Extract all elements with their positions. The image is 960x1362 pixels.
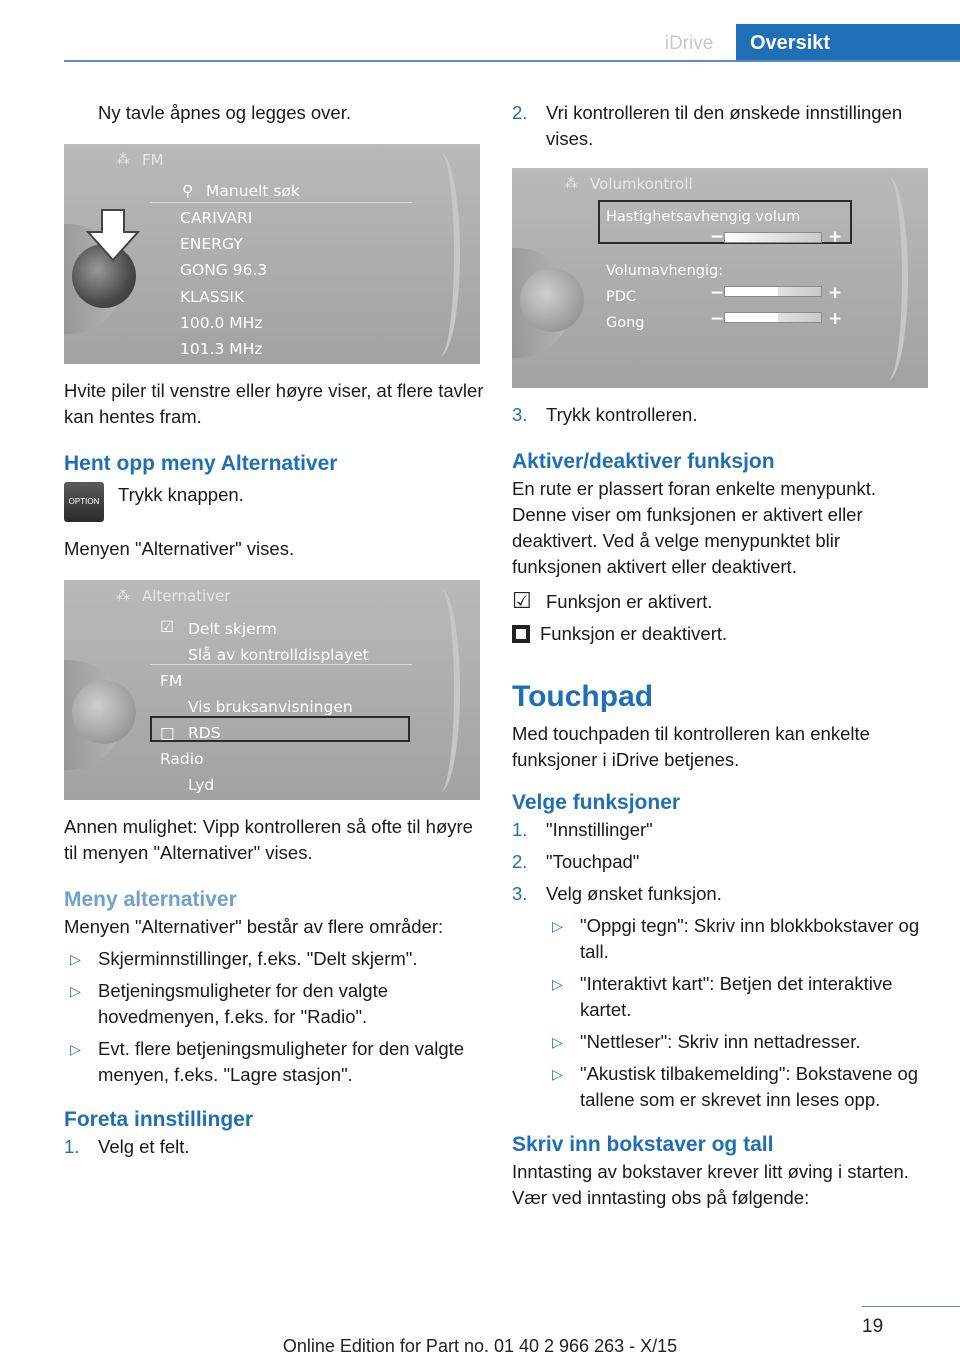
antenna-icon: ⁂ bbox=[116, 152, 130, 168]
volume-selected-label: Hastighetsavhengig volum bbox=[606, 209, 801, 225]
inactive-row bbox=[512, 621, 932, 647]
check-icon: ☑ bbox=[160, 618, 174, 636]
search-icon: ⚲ bbox=[182, 182, 194, 200]
controller-knob-icon bbox=[72, 680, 136, 744]
triangle-bullet-icon: ▷ bbox=[552, 1066, 563, 1082]
volume-screen-image bbox=[512, 168, 928, 388]
settings-steps-cont bbox=[512, 402, 932, 428]
right-column bbox=[512, 100, 932, 1211]
menu-consists-text: Menyen "Alternativer" består av flere områder: bbox=[64, 916, 444, 937]
screen-arc bbox=[420, 152, 460, 356]
fm-item: KLASSIK bbox=[180, 288, 245, 306]
heading-letters: Skriv inn bokstaver og tall bbox=[512, 1133, 774, 1156]
slider-fill bbox=[725, 233, 730, 242]
empty-box-icon bbox=[512, 625, 530, 643]
active-text: Funksjon er aktivert. bbox=[546, 591, 713, 612]
checkbox-icon: □ bbox=[160, 724, 175, 742]
minus-icon: − bbox=[710, 309, 725, 329]
alt-section: Radio bbox=[160, 750, 204, 768]
inactive-text: Funksjon er deaktivert. bbox=[540, 623, 728, 644]
footer-text: Online Edition for Part no. 01 40 2 966 263 - X/15 bbox=[282, 1336, 678, 1356]
gong-slider bbox=[724, 312, 822, 323]
footer-rule bbox=[862, 1306, 960, 1307]
page-number: 19 bbox=[862, 1316, 884, 1337]
other-option-text: Annen mulighet: Vipp kontrolleren så ofte til høyre til menyen "Alternativer" vises. bbox=[64, 816, 473, 863]
triangle-bullet-icon: ▷ bbox=[552, 918, 563, 934]
list-item: ▷ "Akustisk tilbakemelding": Bokstavene og tallene som er skrevet inn leses opp. bbox=[552, 1063, 919, 1110]
header-rule bbox=[64, 60, 960, 62]
volume-slider bbox=[724, 232, 822, 243]
antenna-icon: ⁂ bbox=[564, 176, 578, 192]
settings-steps-cont bbox=[512, 100, 932, 152]
pdc-label: PDC bbox=[606, 289, 637, 305]
plus-icon: + bbox=[828, 283, 843, 303]
heading-settings: Foreta innstillinger bbox=[64, 1108, 254, 1131]
checkmark-box-icon: ☑ bbox=[512, 588, 532, 613]
slider-fill bbox=[725, 313, 778, 322]
option-button-icon: OPTION bbox=[64, 482, 104, 522]
heading-select: Velge funksjoner bbox=[512, 791, 681, 814]
letters-text: Inntasting av bokstaver krever litt øving i starten. Vær ved inntasting obs på følgende: bbox=[512, 1161, 909, 1208]
screen-arc bbox=[868, 176, 908, 380]
header-tab-idrive: iDrive bbox=[664, 33, 714, 54]
divider bbox=[150, 202, 412, 203]
arrows-text: Hvite piler til venstre eller høyre viser, at flere tavler kan hentes fram. bbox=[64, 380, 484, 427]
touchpad-text: Med touchpaden til kontrolleren kan enkelte funksjoner i iDrive betjenes. bbox=[512, 723, 870, 770]
press-button-text: Trykk knappen. bbox=[118, 484, 244, 505]
list-item: ▷ Skjerminnstillinger, f.eks. "Delt skjerm". bbox=[64, 946, 484, 972]
toggle-text: En rute er plassert foran enkelte menypunkt. Denne viser om funksjonen er aktivert eller deaktivert. Ved å velge menypunktet blir funksjonen aktivert eller deaktivert. bbox=[512, 478, 877, 577]
fm-item: CARIVARI bbox=[180, 209, 253, 227]
list-item: 3. Trykk kontrolleren. bbox=[512, 404, 698, 425]
volume-screen-title: Volumkontroll bbox=[590, 175, 693, 193]
triangle-bullet-icon: ▷ bbox=[70, 1041, 81, 1057]
triangle-bullet-icon: ▷ bbox=[552, 976, 563, 992]
fm-item: ENERGY bbox=[180, 235, 243, 253]
arrow-down-icon bbox=[84, 208, 142, 264]
list-item: 2. "Touchpad" bbox=[512, 851, 640, 872]
heading-menu-alt: Meny alternativer bbox=[64, 888, 237, 911]
list-item: 1. Velg et felt. bbox=[64, 1136, 190, 1157]
alt-item: Vis bruksanvisningen bbox=[188, 698, 353, 716]
list-item: 2. Vri kontrolleren til den ønskede innstillingen vises. bbox=[512, 102, 903, 149]
fm-item: 100.0 MHz bbox=[180, 314, 263, 332]
select-steps bbox=[512, 817, 932, 907]
plus-icon: + bbox=[828, 227, 843, 247]
gong-label: Gong bbox=[606, 315, 645, 331]
pdc-slider bbox=[724, 286, 822, 297]
active-row bbox=[512, 588, 932, 615]
menu-shown-text: Menyen "Alternativer" vises. bbox=[64, 538, 295, 559]
fm-item: 101.3 MHz bbox=[180, 340, 263, 358]
alt-item: Lyd bbox=[188, 776, 215, 794]
settings-steps bbox=[64, 1134, 484, 1160]
list-item: ▷ "Oppgi tegn": Skriv inn blokkbokstaver og tall. bbox=[552, 915, 920, 962]
alt-screen-image bbox=[64, 580, 480, 800]
plus-icon: + bbox=[828, 309, 843, 329]
sub-bullet-list bbox=[512, 913, 932, 1113]
list-item: ▷ "Nettleser": Skriv inn nettadresser. bbox=[512, 1029, 932, 1055]
list-item: ▷ "Interaktivt kart": Betjen det interaktive kartet. bbox=[552, 973, 893, 1020]
fm-item: GONG 96.3 bbox=[180, 261, 268, 279]
minus-icon: − bbox=[710, 283, 725, 303]
list-item: ▷ Betjeningsmuligheter for den valgte hovedmenyen, f.eks. for "Radio". bbox=[70, 980, 389, 1027]
intro-text: Ny tavle åpnes og legges over. bbox=[98, 102, 351, 123]
header-tab-oversikt: Oversikt bbox=[736, 24, 960, 62]
alt-item: Delt skjerm bbox=[188, 620, 277, 638]
triangle-bullet-icon: ▷ bbox=[70, 983, 81, 999]
slider-fill bbox=[725, 287, 778, 296]
fm-screen-image bbox=[64, 144, 480, 364]
press-button-row bbox=[64, 482, 484, 522]
volume-dependent-label: Volumavhengig: bbox=[606, 263, 724, 279]
bullet-list bbox=[64, 946, 484, 1088]
triangle-bullet-icon: ▷ bbox=[70, 951, 81, 967]
list-item: 3. Velg ønsket funksjon. bbox=[512, 883, 722, 904]
heading-toggle: Aktiver/deaktiver funksjon bbox=[512, 450, 775, 473]
alt-item: Slå av kontrolldisplayet bbox=[188, 646, 369, 664]
minus-icon: − bbox=[710, 227, 725, 247]
list-item: 1. "Innstillinger" bbox=[512, 819, 653, 840]
antenna-icon: ⁂ bbox=[116, 588, 130, 604]
controller-knob-icon bbox=[520, 268, 584, 332]
divider bbox=[150, 664, 412, 665]
triangle-bullet-icon: ▷ bbox=[552, 1034, 563, 1050]
alt-section: FM bbox=[160, 672, 183, 690]
screen-arc bbox=[420, 588, 460, 792]
fm-item: Manuelt søk bbox=[206, 182, 300, 200]
list-item: ▷ Evt. flere betjeningsmuligheter for den valgte menyen, f.eks. "Lagre stasjon". bbox=[70, 1038, 465, 1085]
left-column bbox=[64, 100, 484, 1160]
fm-screen-title: FM bbox=[142, 151, 164, 169]
alt-screen-title: Alternativer bbox=[142, 587, 231, 605]
heading-touchpad: Touchpad bbox=[512, 680, 654, 713]
alt-item: RDS bbox=[188, 724, 221, 742]
heading-options: Hent opp meny Alternativer bbox=[64, 452, 338, 475]
